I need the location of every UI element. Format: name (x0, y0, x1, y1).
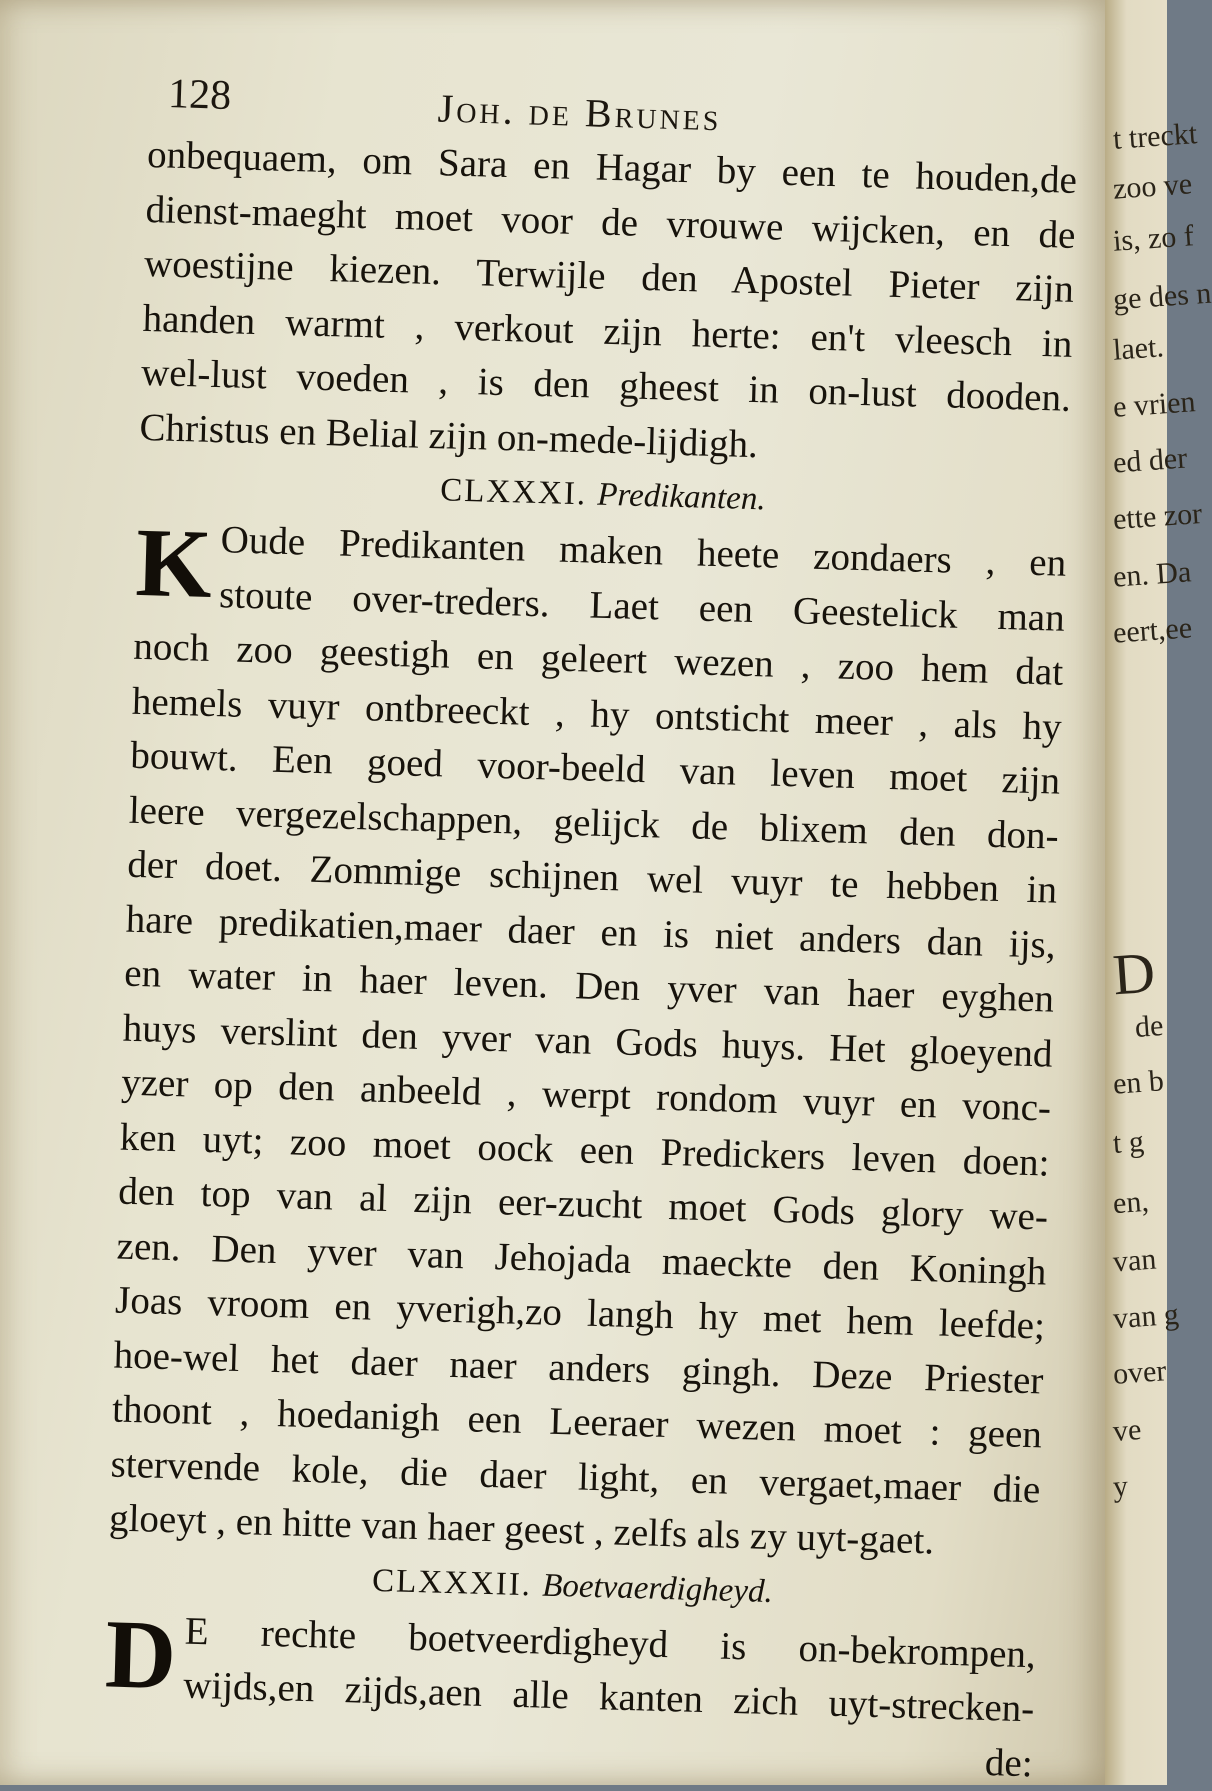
fragment-text: t treckt (1111, 117, 1199, 156)
paragraph (108, 508, 1067, 1572)
text-line: Joas vroom en yverigh,zo langh hy met hem leefde; (114, 1278, 1046, 1348)
fragment-text: is, zo f (1111, 219, 1195, 258)
fragment-text: laet. (1111, 330, 1165, 367)
text-line: wel-lust voeden , is den gheest in on-lust dooden. (140, 350, 1072, 420)
text-line: stoute over-treders. Laet een Geestelick man (218, 572, 1066, 640)
text-line: huys verslint den yver van Gods huys. Het gloeyend (122, 1006, 1054, 1076)
fragment-text: ve (1111, 1413, 1143, 1448)
text-line: onbequaem, om Sara en Hagar by een te houden,de (146, 132, 1078, 202)
fragment-text: van (1111, 1242, 1158, 1279)
fragment-text: over (1111, 1354, 1168, 1391)
page-number: 128 (167, 71, 232, 119)
text-line: dienst-maeght moet voor de vrouwe wijcken, en de (145, 187, 1076, 257)
text-line: de: (984, 1740, 1034, 1785)
fragment-text: en. Da (1111, 555, 1193, 594)
text-line: hemels vuyr ontbreeckt , hy ontsticht meer , als hy (131, 679, 1063, 749)
drop-cap: D (103, 1599, 178, 1710)
fragment-text: D (1110, 939, 1158, 1008)
text-line: handen warmt , verkout zijn herte: en't vleesch in (142, 296, 1073, 366)
text-line: ken uyt; zoo moet oock een Predickers leven doen: (119, 1115, 1051, 1185)
text-line: hoe-wel het daer naer anders gingh. Deze Priester (113, 1333, 1044, 1402)
fragment-text: en b (1111, 1064, 1165, 1101)
fragment-text: de (1133, 1009, 1165, 1044)
fragment-text: eert,ee (1111, 611, 1194, 650)
fragment-text: e vrien (1111, 385, 1197, 424)
section-title: Boetvaerdigheyd. (541, 1567, 774, 1610)
fragment-text: en, (1111, 1184, 1150, 1221)
text-line: noch zoo geestigh en geleert wezen , zoo hem dat (132, 624, 1064, 694)
fragment-text: zoo ve (1111, 167, 1194, 206)
text-line: der doet. Zommige schijnen wel vuyr te hebben in (126, 842, 1058, 912)
text-line: Oude Predikanten maken heete zondaers , en (220, 518, 1067, 585)
paragraph (102, 1599, 1037, 1791)
text-line: thoont , hoedanigh een Leeraer wezen moet : geen (111, 1387, 1043, 1457)
text-line: wijds,en zijds,aen alle kanten zich uyt-strecken- (182, 1663, 1035, 1731)
text-line: zen. Den yver van Jehojada maeckte den Koningh (116, 1224, 1048, 1294)
fragment-text: y (1111, 1469, 1130, 1504)
page-text (102, 128, 1077, 1791)
fragment-text: van g (1111, 1297, 1180, 1336)
drop-cap: K (134, 508, 214, 619)
text-line: woestijne kiezen. Terwijle den Apostel Pieter zijn (143, 241, 1075, 311)
section-title: Predikanten. (596, 476, 767, 518)
text-line: hare predikatien,maer daer en is niet anders dan ijs, (125, 897, 1057, 967)
section-numeral: CLXXXII. (371, 1562, 533, 1603)
fragment-text: t g (1111, 1124, 1145, 1161)
text-line: gloeyt , en hitte van haer geest , zelfs als zy uyt-gaet. (108, 1496, 935, 1563)
text-line: leere vergezelschappen, gelijck de blixem den don- (128, 788, 1060, 858)
fragment-text: ette zor (1111, 496, 1204, 537)
text-line: yzer op den anbeeld , werpt rondom vuyr en vonc- (120, 1060, 1052, 1130)
text-line: Christus en Belial zijn on-mede-lijdigh. (139, 405, 759, 466)
text-line: den top van al zijn eer-zucht moet Gods glory we- (117, 1169, 1049, 1239)
book-page-right-edge (1105, 0, 1212, 1785)
section-numeral: CLXXXI. (439, 472, 588, 513)
text-line: bouwt. Een goed voor-beeld van leven moet zijn (129, 733, 1061, 803)
fragment-text: ed der (1111, 441, 1189, 480)
text-line: en water in haer leven. Den yver van haer eyghen (123, 951, 1055, 1021)
text-line: E rechte boetveerdigheyd is on-bekrompen, (184, 1609, 1037, 1676)
fragment-text: ge des n (1111, 276, 1212, 317)
text-line: stervende kole, die daer light, en vergaet,maer die (110, 1441, 1041, 1511)
running-head: Joh. de Brunes (437, 85, 723, 140)
